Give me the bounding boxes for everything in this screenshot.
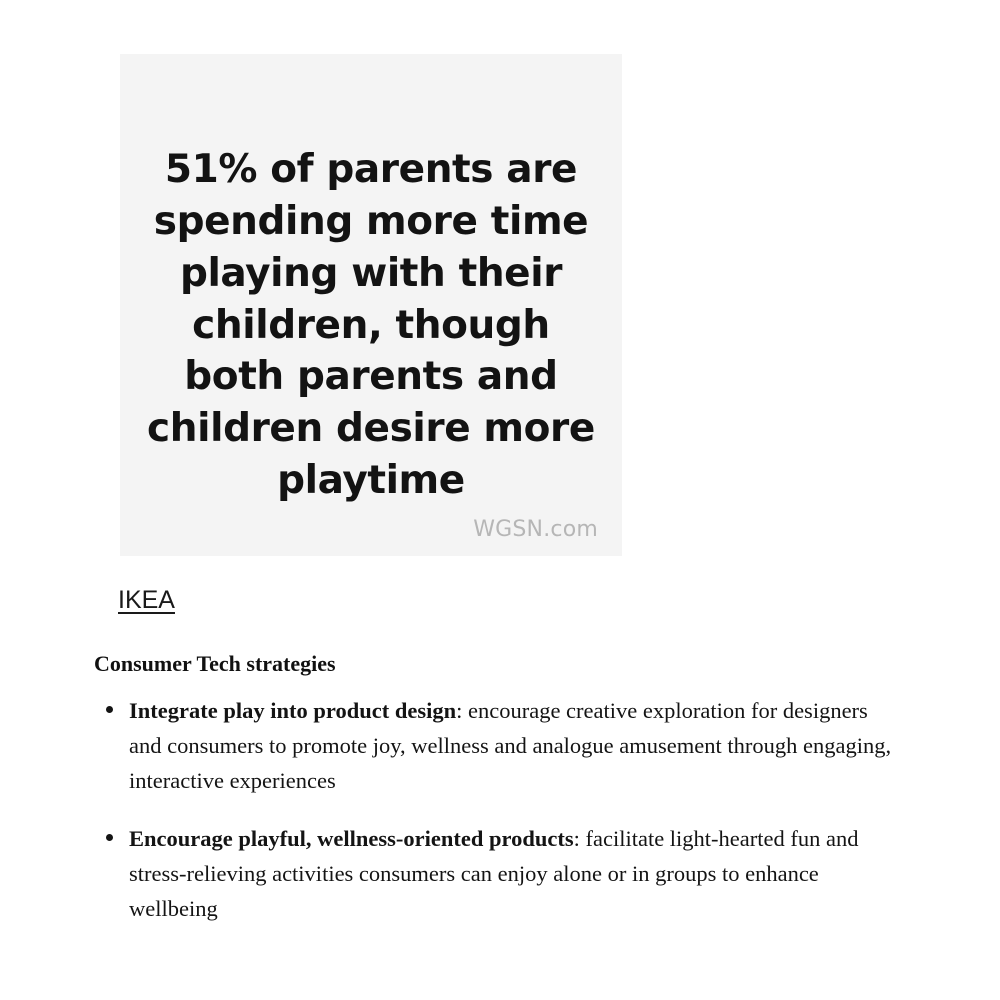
list-item-lead: Encourage playful, wellness-oriented products xyxy=(129,825,574,851)
quote-figure xyxy=(120,54,622,556)
list-item-rest: : facilitate light-hearted fun and stress-relieving activities consumers can enjoy alone or in groups to enhance wellbeing xyxy=(129,825,859,922)
list-item-rest: : encourage creative exploration for designers and consumers to promote joy, wellness and analogue amusement through engaging, interactive experiences xyxy=(129,697,892,794)
body-content xyxy=(94,650,904,926)
list-item-lead: Integrate play into product design xyxy=(129,697,457,723)
figure-credit-text: WGSN.com xyxy=(473,517,598,542)
bullet-dot-icon xyxy=(106,706,113,713)
bullet-dot-icon xyxy=(106,834,113,841)
figure-caption xyxy=(118,586,175,615)
figure-quote-text: 51% of parents are spending more time playing with their children, though both parents and children desire more playtime xyxy=(147,147,595,504)
list-item xyxy=(94,821,904,927)
section-heading: Consumer Tech strategies xyxy=(94,651,336,676)
list-item xyxy=(94,693,904,799)
strategy-list xyxy=(94,693,904,927)
figure-source-link[interactable]: IKEA xyxy=(118,586,175,614)
